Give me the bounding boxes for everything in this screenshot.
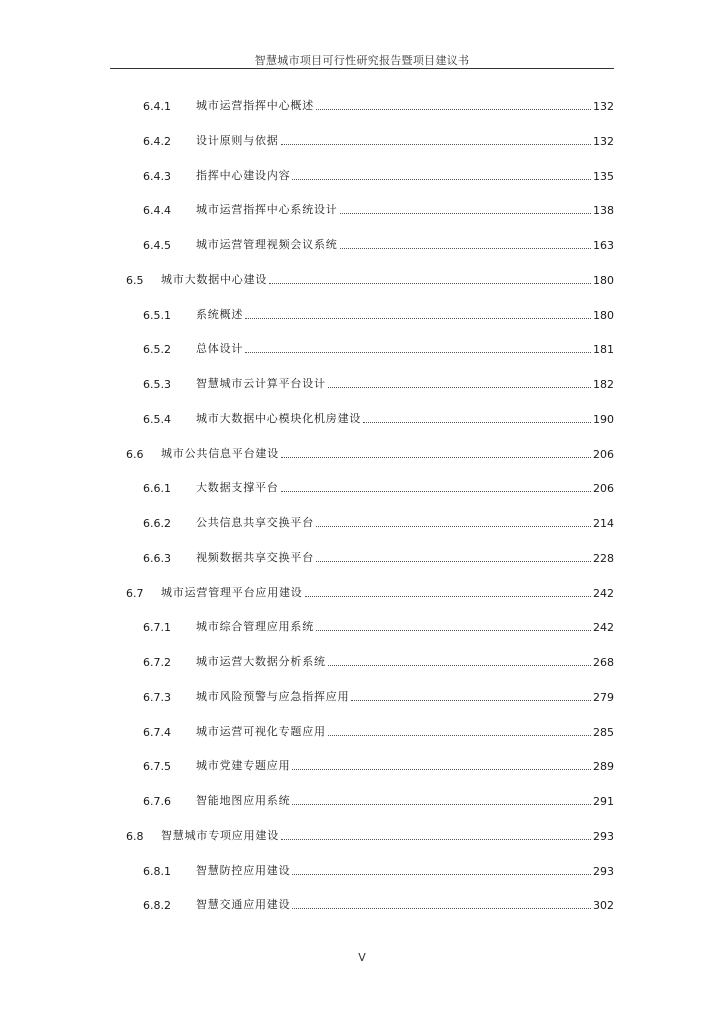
toc-entry-page: 242: [593, 621, 614, 634]
toc-entry[interactable]: [143, 167, 614, 183]
toc-entry-page: 285: [593, 726, 614, 739]
toc-entry[interactable]: [143, 97, 614, 113]
toc-entry-page: 268: [593, 656, 614, 669]
toc-entry[interactable]: [126, 827, 614, 843]
toc-dot-leader: [328, 735, 591, 736]
toc-entry[interactable]: [143, 375, 614, 391]
toc-entry-page: 163: [593, 239, 614, 252]
toc-entry-number: 6.6: [126, 448, 144, 461]
toc-entry-number: 6.7.6: [143, 795, 171, 808]
toc-entry-title: 视频数据共享交换平台: [196, 551, 314, 564]
toc-entry-title: 大数据支撑平台: [196, 481, 279, 494]
toc-dot-leader: [316, 526, 591, 527]
toc-entry-number: 6.8.1: [143, 865, 171, 878]
toc-entry-title: 城市综合管理应用系统: [196, 620, 314, 633]
page-number: V: [358, 951, 366, 964]
toc-entry[interactable]: [126, 445, 614, 461]
toc-entry-title: 城市大数据中心建设: [161, 273, 268, 286]
toc-entry-number: 6.5.4: [143, 413, 171, 426]
toc-entry-title: 城市大数据中心模块化机房建设: [196, 412, 362, 425]
toc-entry[interactable]: [143, 549, 614, 565]
toc-entry-title: 城市运营大数据分析系统: [196, 655, 326, 668]
toc-entry-page: 180: [593, 274, 614, 287]
toc-entry-page: 138: [593, 204, 614, 217]
toc-entry-page: 182: [593, 378, 614, 391]
toc-dot-leader: [328, 665, 591, 666]
toc-dot-leader: [292, 874, 591, 875]
toc-entry-title: 公共信息共享交换平台: [196, 516, 314, 529]
toc-entry[interactable]: [143, 201, 614, 217]
toc-entry-page: 190: [593, 413, 614, 426]
toc-entry-title: 智能地图应用系统: [196, 794, 291, 807]
toc-entry-page: 180: [593, 309, 614, 322]
toc-entry[interactable]: [143, 479, 614, 495]
toc-entry-title: 设计原则与依据: [196, 134, 279, 147]
toc-dot-leader: [281, 144, 591, 145]
toc-entry-page: 135: [593, 170, 614, 183]
toc-entry-title: 城市党建专题应用: [196, 759, 291, 772]
toc-entry[interactable]: [143, 514, 614, 530]
toc-entry[interactable]: [143, 653, 614, 669]
toc-entry-number: 6.6.3: [143, 552, 171, 565]
toc-entry-title: 智慧城市专项应用建设: [161, 829, 279, 842]
toc-entry-page: 214: [593, 517, 614, 530]
toc-entry-page: 289: [593, 760, 614, 773]
toc-dot-leader: [292, 804, 591, 805]
toc-entry[interactable]: [143, 340, 614, 356]
toc-entry-number: 6.4.4: [143, 204, 171, 217]
toc-entry[interactable]: [126, 584, 614, 600]
toc-entry-number: 6.7.4: [143, 726, 171, 739]
toc-entry-title: 总体设计: [196, 342, 244, 355]
toc-entry-number: 6.6.1: [143, 482, 171, 495]
toc-dot-leader: [281, 491, 591, 492]
toc-entry-title: 智慧城市云计算平台设计: [196, 377, 326, 390]
toc-entry-title: 系统概述: [196, 308, 244, 321]
toc-entry-number: 6.5.3: [143, 378, 171, 391]
toc-dot-leader: [316, 109, 591, 110]
toc-entry[interactable]: [143, 618, 614, 634]
toc-entry-page: 206: [593, 482, 614, 495]
toc-dot-leader: [292, 769, 591, 770]
toc-dot-leader: [281, 457, 591, 458]
toc-entry-title: 智慧交通应用建设: [196, 898, 291, 911]
toc-entry-number: 6.7.5: [143, 760, 171, 773]
toc-dot-leader: [305, 596, 591, 597]
toc-dot-leader: [316, 561, 591, 562]
toc-entry[interactable]: [143, 757, 614, 773]
toc-entry-number: 6.4.2: [143, 135, 171, 148]
toc-entry-title: 指挥中心建设内容: [196, 169, 291, 182]
toc-entry-title: 智慧防控应用建设: [196, 864, 291, 877]
toc-dot-leader: [328, 387, 591, 388]
toc-entry-number: 6.5.1: [143, 309, 171, 322]
toc-entry-page: 279: [593, 691, 614, 704]
toc-entry-number: 6.8.2: [143, 899, 171, 912]
toc-entry-page: 228: [593, 552, 614, 565]
toc-entry-title: 城市运营指挥中心概述: [196, 99, 314, 112]
toc-entry-number: 6.6.2: [143, 517, 171, 530]
toc-dot-leader: [351, 700, 591, 701]
toc-entry-page: 206: [593, 448, 614, 461]
toc-entry-title: 城市运营管理平台应用建设: [161, 586, 303, 599]
toc-entry-page: 181: [593, 343, 614, 356]
toc-entry-page: 293: [593, 830, 614, 843]
toc-entry-number: 6.5: [126, 274, 144, 287]
toc-entry-title: 城市风险预警与应急指挥应用: [196, 690, 350, 703]
toc-entry-title: 城市运营管理视频会议系统: [196, 238, 338, 251]
toc-entry-page: 132: [593, 100, 614, 113]
toc-dot-leader: [340, 248, 591, 249]
toc-entry[interactable]: [143, 410, 614, 426]
toc-dot-leader: [363, 422, 591, 423]
toc-entry-title: 城市运营可视化专题应用: [196, 725, 326, 738]
toc-dot-leader: [245, 352, 591, 353]
toc-dot-leader: [245, 318, 591, 319]
toc-dot-leader: [281, 839, 591, 840]
toc-entry[interactable]: [143, 896, 614, 912]
toc-entry-page: 291: [593, 795, 614, 808]
toc-entry[interactable]: [143, 236, 614, 252]
toc-entry-number: 6.4.5: [143, 239, 171, 252]
toc-dot-leader: [340, 213, 591, 214]
toc-entry-number: 6.7.2: [143, 656, 171, 669]
toc-entry[interactable]: [143, 132, 614, 148]
toc-entry[interactable]: [126, 271, 614, 287]
toc-dot-leader: [292, 179, 591, 180]
toc-entry-title: 城市公共信息平台建设: [161, 447, 279, 460]
toc-entry-page: 132: [593, 135, 614, 148]
toc-entry-number: 6.7: [126, 587, 144, 600]
toc-entry[interactable]: [143, 688, 614, 704]
toc-entry[interactable]: [143, 862, 614, 878]
toc-entry-number: 6.4.3: [143, 170, 171, 183]
toc-entry-number: 6.4.1: [143, 100, 171, 113]
toc-dot-leader: [269, 283, 591, 284]
toc-entry-title: 城市运营指挥中心系统设计: [196, 203, 338, 216]
toc-entry[interactable]: [143, 723, 614, 739]
toc-entry[interactable]: [143, 306, 614, 322]
toc-entry-page: 302: [593, 899, 614, 912]
toc-entry[interactable]: [143, 792, 614, 808]
toc-entry-number: 6.5.2: [143, 343, 171, 356]
toc-dot-leader: [292, 908, 591, 909]
toc-entry-page: 242: [593, 587, 614, 600]
running-header-title: 智慧城市项目可行性研究报告暨项目建议书: [254, 54, 470, 67]
toc-entry-number: 6.7.3: [143, 691, 171, 704]
toc-entry-number: 6.7.1: [143, 621, 171, 634]
toc-dot-leader: [316, 630, 591, 631]
toc-entry-number: 6.8: [126, 830, 144, 843]
toc-entry-page: 293: [593, 865, 614, 878]
